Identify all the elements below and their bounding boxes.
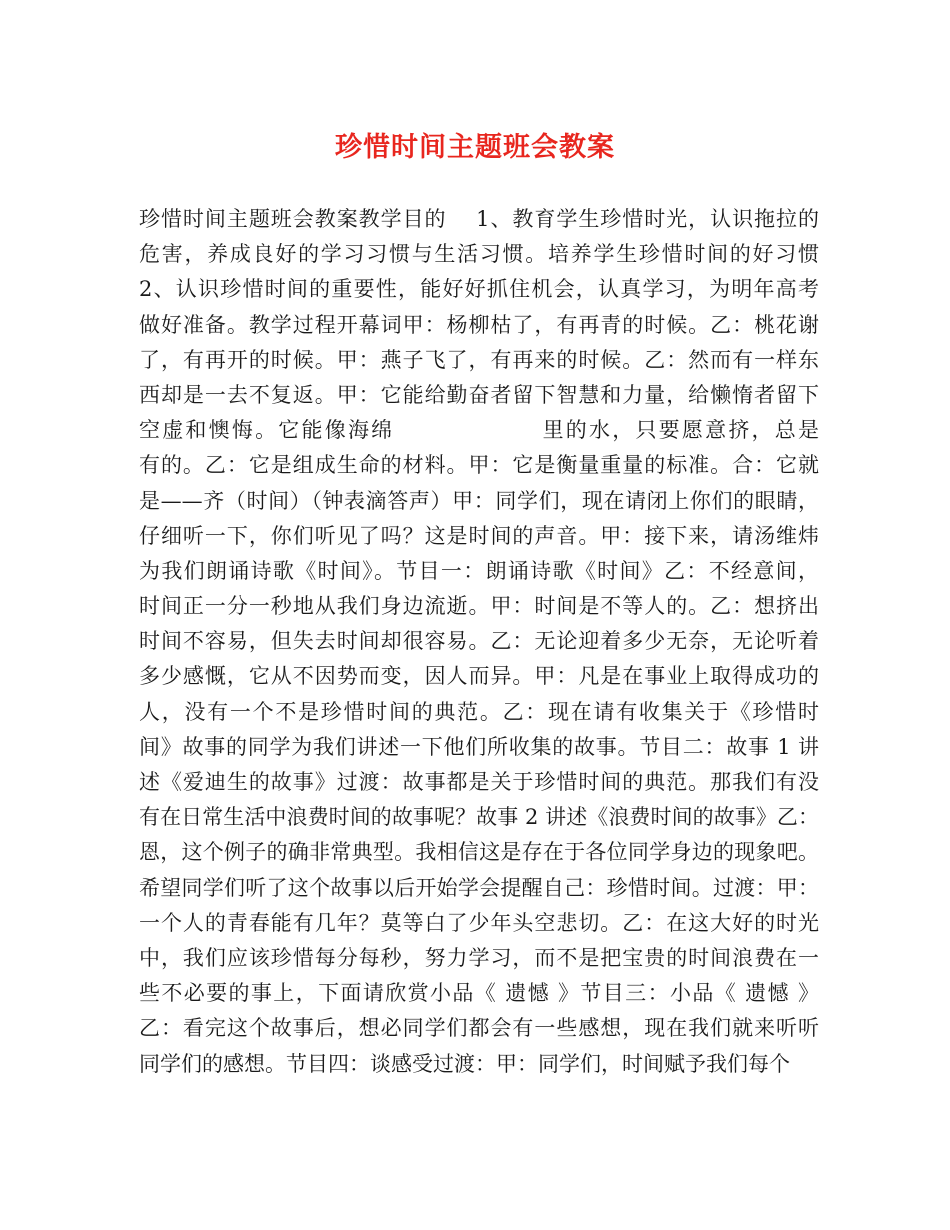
body-line: 珍惜时间主题班会教案教学目的 1、教育学生珍惜时光，认识拖拉的 xyxy=(139,207,819,231)
body-line: 恩，这个例子的确非常典型。我相信这是存在于各位同学身边的现象吧。 xyxy=(139,840,819,865)
body-line: 时间正一分一秒地从我们身边流逝。甲：时间是不等人的。乙：想挤出 xyxy=(139,594,819,619)
body-line: 多少感慨，它从不因势而变，因人而异。甲：凡是在事业上取得成功的 xyxy=(139,664,819,689)
body-line: 中，我们应该珍惜每分每秒，努力学习，而不是把宝贵的时间浪费在一 xyxy=(139,945,819,970)
body-line: 一个人的青春能有几年？莫等白了少年头空悲切。乙：在这大好的时光 xyxy=(139,910,819,935)
document-title: 珍惜时间主题班会教案 xyxy=(335,132,615,163)
body-line: 了，有再开的时候。甲：燕子飞了，有再来的时候。乙：然而有一样东 xyxy=(139,347,819,372)
body-line: 2、认识珍惜时间的重要性，能好好抓住机会，认真学习，为明年高考 xyxy=(139,277,819,302)
body-line: 危害，养成良好的学习习惯与生活习惯。培养学生珍惜时间的好习惯 xyxy=(139,242,819,267)
body-line: 空虚和懊悔。它能像海绵 里的水，只要愿意挤，总是 xyxy=(139,418,819,443)
body-line: 乙：看完这个故事后，想必同学们都会有一些感想，现在我们就来听听 xyxy=(139,1016,819,1041)
body-line: 间》故事的同学为我们讲述一下他们所收集的故事。节目二：故事 1 讲 xyxy=(139,734,819,759)
body-line: 有在日常生活中浪费时间的故事呢？故事 2 讲述《浪费时间的故事》乙： xyxy=(139,805,819,830)
body-line: 是——齐（时间）（钟表滴答声）甲：同学们，现在请闭上你们的眼睛， xyxy=(139,488,819,513)
body-line: 人，没有一个不是珍惜时间的典范。乙：现在请有收集关于《珍惜时 xyxy=(139,699,819,724)
body-line: 做好准备。教学过程开幕词甲：杨柳枯了，有再青的时候。乙：桃花谢 xyxy=(139,312,819,337)
body-line: 同学们的感想。节目四：谈感受过渡：甲：同学们，时间赋予我们每个 xyxy=(139,1051,790,1076)
body-line: 有的。乙：它是组成生命的材料。甲：它是衡量重量的标准。合：它就 xyxy=(139,453,819,478)
body-line: 西却是一去不复返。甲：它能给勤奋者留下智慧和力量，给懒惰者留下 xyxy=(139,382,819,407)
document-body xyxy=(139,202,819,1082)
body-line: 为我们朗诵诗歌《时间》。节目一：朗诵诗歌《时间》乙：不经意间， xyxy=(139,558,819,583)
body-line: 些不必要的事上，下面请欣赏小品《 遗憾 》节目三：小品《 遗憾 》 xyxy=(139,981,819,1006)
body-line: 时间不容易，但失去时间却很容易。乙：无论迎着多少无奈，无论听着 xyxy=(139,629,819,654)
body-line: 希望同学们听了这个故事以后开始学会提醒自己：珍惜时间。过渡：甲： xyxy=(139,875,819,900)
body-line: 述《爱迪生的故事》过渡：故事都是关于珍惜时间的典范。那我们有没 xyxy=(139,770,819,794)
body-line: 仔细听一下，你们听见了吗？这是时间的声音。甲：接下来，请汤维炜 xyxy=(139,523,819,548)
